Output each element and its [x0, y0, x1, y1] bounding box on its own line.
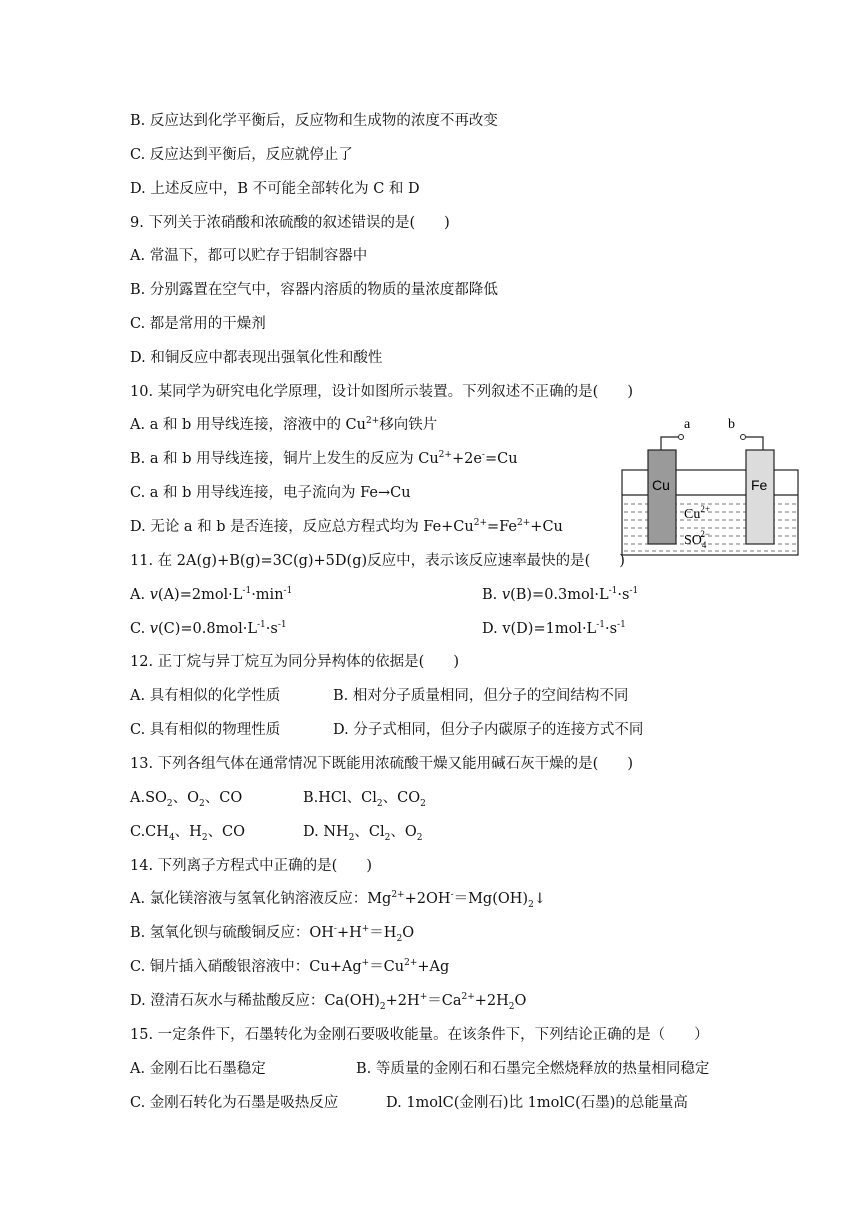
- text: =Cu: [484, 451, 518, 467]
- superscript: 2+: [366, 416, 380, 427]
- fe-electrode: [746, 450, 774, 544]
- ion-cu2plus: $Cu^{2+}$: [684, 504, 710, 522]
- q15-options-cd: [130, 1093, 688, 1113]
- superscript: -1: [256, 620, 266, 631]
- text: A.: [130, 587, 150, 603]
- text: C.CH: [130, 824, 169, 840]
- q15-option-c: C. 金刚石转化为石墨是吸热反应: [130, 1095, 339, 1111]
- q12-options-ab: [130, 686, 629, 706]
- subscript: 2: [420, 798, 426, 809]
- text: +Cu: [530, 519, 563, 535]
- q9-option-a: A. 常温下，都可以贮存于铝制容器中: [130, 248, 368, 264]
- q12-option-b: B. 相对分子质量相同，但分子的空间结构不同: [333, 688, 629, 704]
- text: +2H: [385, 993, 420, 1009]
- q12-option-c: C. 具有相似的物理性质: [130, 722, 281, 738]
- text: v: [149, 587, 158, 603]
- q15-stem: 15. 一定条件下，石墨转化为金刚石要吸收能量。在该条件下，下列结论正确的是（ ）: [130, 1027, 709, 1043]
- superscript: -1: [608, 586, 618, 597]
- q11-option-b: [482, 585, 638, 605]
- superscript: -1: [596, 620, 605, 631]
- subscript: 2: [166, 798, 173, 809]
- text: 、CO: [207, 824, 246, 840]
- q13-stem: 13. 下列各组气体在通常情况下既能用浓硫酸干燥又能用碱石灰干燥的是( ): [130, 756, 633, 772]
- terminal-b: [741, 435, 746, 440]
- superscript: +: [361, 924, 370, 935]
- ion-sulfate: $SO_42-$: [684, 529, 710, 550]
- subscript: 2: [416, 832, 423, 843]
- superscript: -1: [283, 586, 293, 597]
- text: 、O: [390, 824, 417, 840]
- q9-option-b: B. 分别露置在空气中，容器内溶质的物质的量浓度都降低: [130, 282, 498, 298]
- text: =Fe: [487, 519, 518, 535]
- text: (C)=0.8mol·L: [158, 621, 257, 637]
- superscript: 2+: [391, 890, 405, 901]
- label-a: a: [684, 417, 691, 432]
- q8-option-b: B. 反应达到化学平衡后，反应物和生成物的浓度不再改变: [130, 113, 498, 129]
- cu-electrode-label: Cu: [652, 477, 670, 493]
- q14-option-d: [130, 991, 526, 1011]
- q14-option-a: [130, 889, 546, 909]
- q13-option-d: [303, 822, 423, 842]
- q10-option-b: [130, 449, 518, 469]
- text: ＝H: [369, 925, 397, 941]
- superscript: 2+: [404, 958, 418, 969]
- q15-option-b: B. 等质量的金刚石和石墨完全燃烧释放的热量相同稳定: [356, 1061, 710, 1077]
- subscript: 2: [508, 1001, 515, 1012]
- subscript: 2: [348, 832, 355, 843]
- q13-option-a: [130, 790, 243, 809]
- q11-options-ab: [130, 585, 730, 605]
- q9-option-d: D. 和铜反应中都表现出强氧化性和酸性: [130, 350, 383, 366]
- fe-electrode-label: Fe: [751, 477, 768, 493]
- text: B. a 和 b 用导线连接，铜片上发生的反应为 Cu: [130, 451, 439, 467]
- text: B. 氢氧化钡与硫酸铜反应：OH: [130, 925, 334, 941]
- text: B.: [482, 587, 502, 603]
- subscript: 2: [528, 899, 534, 910]
- wire-left: [661, 437, 763, 450]
- superscript: -1: [277, 620, 287, 631]
- text: D. NH: [303, 824, 349, 840]
- q9-stem: 9. 下列关于浓硝酸和浓硫酸的叙述错误的是( ): [130, 215, 450, 231]
- text: 、CO: [204, 790, 243, 806]
- q12-options-cd: [130, 720, 644, 740]
- text: C.: [130, 621, 150, 637]
- text: +2e: [451, 451, 482, 467]
- text: A. 氯化镁溶液与氢氧化钠溶液反应：Mg: [130, 891, 392, 907]
- subscript: 2: [201, 832, 208, 843]
- superscript: -1: [617, 620, 626, 631]
- text: ·s: [604, 621, 618, 637]
- q11-option-d: [482, 619, 626, 639]
- subscript: 4: [168, 832, 175, 843]
- text: 移向铁片: [379, 417, 438, 433]
- text: ＝Cu: [369, 959, 405, 975]
- text: +2H: [474, 993, 509, 1009]
- text: D. 无论 a 和 b 是否连接，反应总方程式均为 Fe+Cu: [130, 519, 474, 535]
- superscript: +: [419, 992, 428, 1003]
- q14-option-c: [130, 957, 449, 977]
- superscript: 2+: [461, 992, 475, 1003]
- text: A.SO: [130, 790, 167, 806]
- q14-option-b: [130, 923, 414, 943]
- subscript: 2: [379, 1001, 386, 1012]
- superscript: +: [361, 958, 370, 969]
- q15-option-d: D. 1molC(金刚石)比 1molC(石墨)的总能量高: [386, 1095, 688, 1111]
- text: 、Cl: [354, 824, 385, 840]
- superscript: 2+: [517, 518, 531, 529]
- text: ↓: [533, 891, 546, 907]
- q10-stem: 10. 某同学为研究电化学原理，设计如图所示装置。下列叙述不正确的是( ): [130, 384, 633, 400]
- text: B.HCl、Cl: [303, 790, 377, 806]
- terminal-a: [679, 435, 684, 440]
- superscript: 2+: [473, 518, 488, 529]
- q12-option-a: A. 具有相似的化学性质: [130, 688, 281, 704]
- q10-option-d: [130, 517, 563, 537]
- text: C. 铜片插入硝酸银溶液中：Cu+Ag: [130, 959, 362, 975]
- text: ＝Mg(OH): [453, 891, 529, 907]
- text: ·s: [265, 621, 278, 637]
- subscript: 2: [376, 798, 383, 809]
- text: D. 澄清石灰水与稀盐酸反应：Ca(OH): [130, 993, 380, 1009]
- q12-stem: 12. 正丁烷与异丁烷互为同分异构体的依据是( ): [130, 654, 459, 670]
- superscript: -1: [629, 586, 639, 597]
- q11-option-c: [130, 621, 287, 637]
- text: 、CO: [382, 790, 421, 806]
- cu-electrode: [648, 450, 676, 544]
- q13-option-c: [130, 824, 246, 843]
- text: (B)=0.3mol·L: [510, 587, 609, 603]
- subscript: 2: [396, 933, 403, 944]
- q13-option-b: [303, 788, 426, 808]
- label-b: b: [728, 417, 735, 432]
- electrolytic-cell-diagram: [618, 412, 806, 560]
- text: v: [501, 587, 511, 603]
- subscript: 2: [199, 798, 205, 809]
- text: +H: [336, 925, 362, 941]
- text: A. a 和 b 用导线连接，溶液中的 Cu: [130, 417, 366, 433]
- subscript: 2: [384, 832, 391, 843]
- superscript: -: [481, 450, 485, 461]
- text: 、O: [172, 790, 200, 806]
- q9-option-c: C. 都是常用的干燥剂: [130, 316, 266, 332]
- q13-options-ab: [130, 788, 426, 809]
- text: O: [514, 993, 527, 1009]
- q10-option-c: C. a 和 b 用导线连接，电子流向为 Fe→Cu: [130, 485, 411, 501]
- text: ·min: [251, 587, 284, 603]
- q8-option-d: D. 上述反应中，B 不可能全部转化为 C 和 D: [130, 181, 420, 197]
- text: +2OH: [404, 891, 451, 907]
- q15-options-ab: [130, 1059, 710, 1079]
- text: v: [149, 621, 158, 637]
- text: D. v(D)=1mol·L: [482, 621, 597, 637]
- q14-stem: 14. 下列离子方程式中正确的是( ): [130, 858, 372, 874]
- text: ·s: [617, 587, 630, 603]
- q11-options-cd: [130, 619, 730, 639]
- text: +Ag: [417, 959, 450, 975]
- text: O: [402, 925, 415, 941]
- q8-option-c: C. 反应达到平衡后，反应就停止了: [130, 147, 353, 163]
- q15-option-a: A. 金刚石比石墨稳定: [130, 1061, 266, 1077]
- q11-option-a: [130, 587, 292, 603]
- q11-stem: 11. 在 2A(g)+B(g)=3C(g)+5D(g)反应中，表示该反应速率最快的是( ): [130, 553, 625, 569]
- superscript: -: [450, 890, 454, 901]
- superscript: 2+: [438, 450, 452, 461]
- text: ＝Ca: [427, 993, 462, 1009]
- text: (A)=2mol·L: [157, 587, 243, 603]
- q10-option-a: [130, 415, 437, 435]
- superscript: -: [333, 924, 337, 935]
- q12-option-d: D. 分子式相同，但分子内碳原子的连接方式不同: [333, 722, 644, 738]
- q13-options-cd: [130, 822, 423, 843]
- text: 、H: [174, 824, 202, 840]
- superscript: -1: [242, 586, 252, 597]
